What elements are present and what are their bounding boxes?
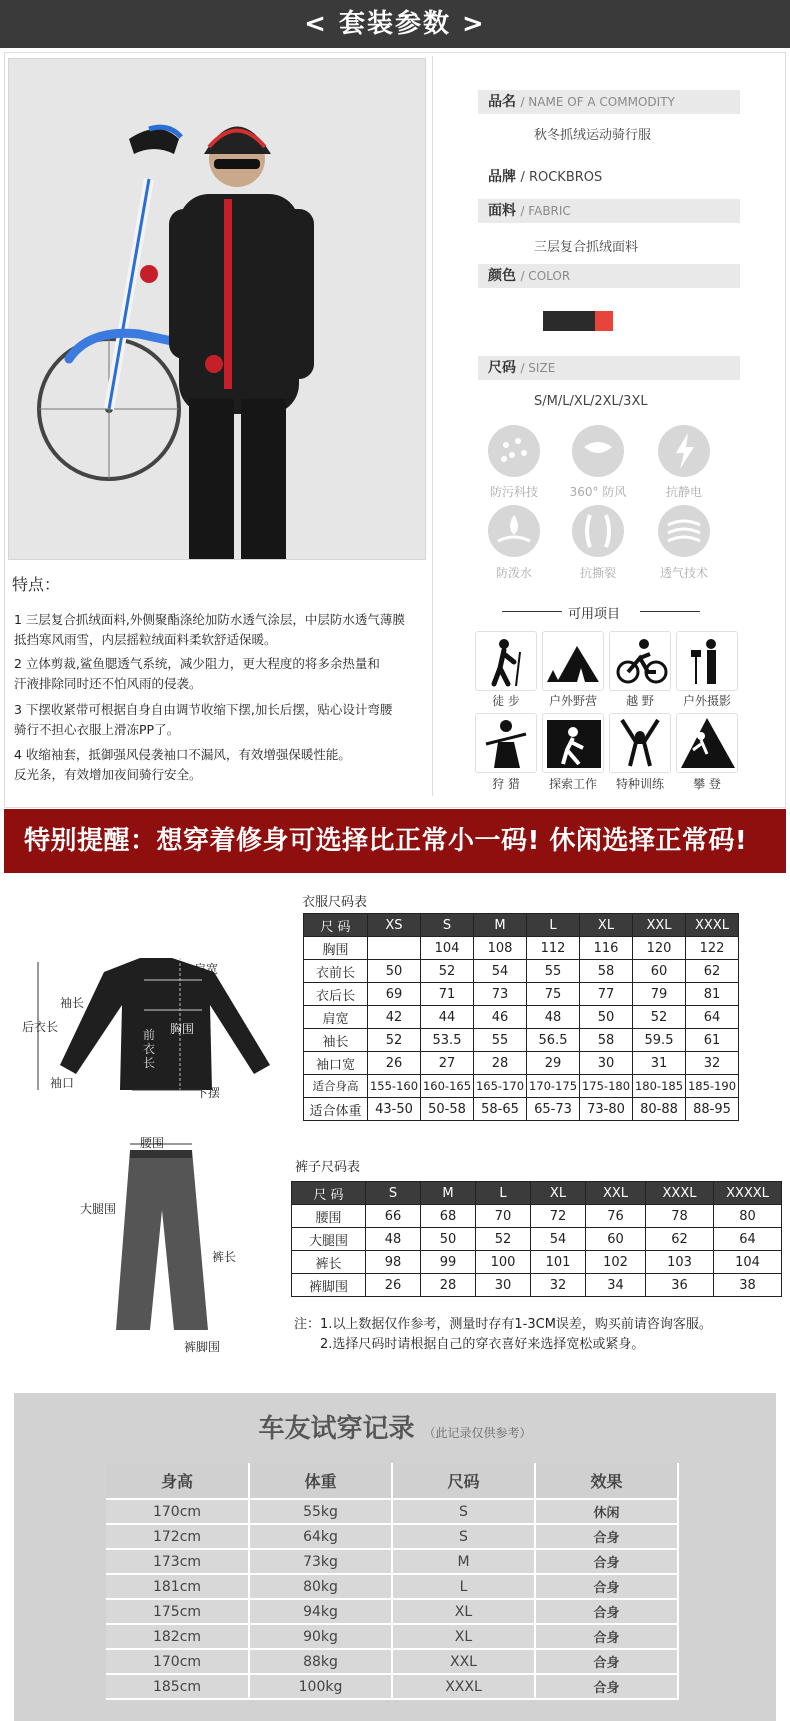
table-cell: 29 (527, 1052, 580, 1075)
tent-icon (542, 631, 604, 691)
table-row (292, 1205, 782, 1228)
spec-color-en: / COLOR (520, 269, 571, 283)
table-cell: 26 (366, 1274, 421, 1297)
table-cell: 30 (476, 1274, 531, 1297)
activities-title: 可用项目 (568, 607, 621, 622)
jacket-label-front: 前衣长 (143, 1028, 156, 1070)
table-cell: 62 (646, 1228, 714, 1251)
table-row (304, 1052, 739, 1075)
color-swatch-red[interactable] (595, 311, 613, 331)
table-cell: 胸围 (304, 937, 368, 960)
table-header-cell: 效果 (535, 1463, 678, 1499)
jacket-label-shoulder: 肩宽 (194, 962, 219, 976)
table-cell: 61 (686, 1029, 739, 1052)
exploring-icon (542, 713, 604, 773)
table-cell: 160-165 (421, 1075, 474, 1098)
table-cell: 170cm (106, 1649, 249, 1674)
table-cell: 120 (633, 937, 686, 960)
table-cell: 58 (580, 1029, 633, 1052)
table-cell: 104 (421, 937, 474, 960)
table-cell: 70 (476, 1205, 531, 1228)
table-cell: 休闲 (535, 1499, 678, 1524)
table-cell: 42 (368, 1006, 421, 1029)
jacket-table-title: 衣服尺码表 (302, 895, 368, 910)
table-row (106, 1524, 678, 1549)
pants-size-table (291, 1181, 782, 1297)
spec-size-label: 尺码 (488, 360, 516, 376)
product-photo (8, 58, 426, 560)
table-cell: XL (392, 1624, 535, 1649)
table-cell: 77 (580, 983, 633, 1006)
table-cell: 28 (474, 1052, 527, 1075)
table-row (304, 1006, 739, 1029)
feature-line-3b: 骑行不担心衣服上滑冻PP了。 (14, 722, 180, 737)
table-row (106, 1574, 678, 1599)
table-cell: 合身 (535, 1624, 678, 1649)
table-cell: 90kg (249, 1624, 392, 1649)
wind-icon (572, 425, 624, 477)
table-cell: 36 (646, 1274, 714, 1297)
feature-label-static: 抗静电 (665, 485, 702, 499)
feature-line-3: 3 下摆收紧带可根据自身自由调节收缩下摆,加长后摆，贴心设计弯腰 (14, 702, 393, 717)
table-cell: 79 (633, 983, 686, 1006)
table-cell: XXXL (392, 1674, 535, 1699)
table-cell: 裤脚围 (292, 1274, 366, 1297)
table-cell: 衣前长 (304, 960, 368, 983)
lightning-icon (658, 425, 710, 477)
table-cell: 99 (421, 1251, 476, 1274)
table-cell: 62 (686, 960, 739, 983)
table-cell: 175cm (106, 1599, 249, 1624)
spec-fabric-bar (478, 199, 740, 223)
table-cell: 适合身高 (304, 1075, 368, 1098)
table-cell: 101 (531, 1251, 586, 1274)
jacket-size-table (303, 913, 739, 1121)
table-row (304, 1098, 739, 1121)
feature-label-splash: 防泼水 (495, 566, 532, 580)
jacket-label-cuff: 袖口 (50, 1076, 75, 1090)
table-cell: 172cm (106, 1524, 249, 1549)
table-cell: 80-88 (633, 1098, 686, 1121)
trial-title (14, 1408, 776, 1445)
activity-label-photo: 户外摄影 (682, 694, 731, 708)
table-cell: 73 (474, 983, 527, 1006)
table-header-row (106, 1463, 678, 1499)
camera-tripod-icon (676, 631, 738, 691)
table-cell: M (392, 1549, 535, 1574)
spec-size-bar (478, 356, 740, 380)
table-row (106, 1499, 678, 1524)
spec-name-en: / NAME OF A COMMODITY (520, 95, 675, 109)
table-cell: 64kg (249, 1524, 392, 1549)
activities-rule-left (502, 611, 562, 612)
feature-line-4b: 反光条，有效增加夜间骑行安全。 (14, 767, 202, 782)
table-cell: 43-50 (368, 1098, 421, 1121)
table-cell: 73kg (249, 1549, 392, 1574)
feature-line-2: 2 立体剪裁,鲨鱼腮透气系统，减少阻力，更大程度的将多余热量和 (14, 656, 380, 671)
activity-label-training: 特种训练 (615, 777, 664, 791)
table-cell: 28 (421, 1274, 476, 1297)
table-cell: XL (392, 1599, 535, 1624)
spec-name-label: 品名 (488, 94, 516, 110)
pants-table-title: 裤子尺码表 (295, 1160, 361, 1175)
table-cell: 裤长 (292, 1251, 366, 1274)
table-cell: 腰围 (292, 1205, 366, 1228)
spec-fabric-label: 面料 (488, 203, 516, 219)
table-row (106, 1624, 678, 1649)
table-cell: 衣后长 (304, 983, 368, 1006)
activity-label-offroad: 越 野 (626, 694, 654, 708)
table-cell: 55 (527, 960, 580, 983)
table-cell: 55kg (249, 1499, 392, 1524)
table-cell: 60 (633, 960, 686, 983)
table-cell: 55 (474, 1029, 527, 1052)
table-row (304, 1075, 739, 1098)
table-cell: 合身 (535, 1524, 678, 1549)
activity-label-explore: 探索工作 (548, 777, 597, 791)
spec-brand-label: 品牌 (488, 169, 516, 185)
table-cell: 54 (531, 1228, 586, 1251)
table-row (106, 1599, 678, 1624)
table-header-cell: XS (368, 914, 421, 937)
table-cell: 182cm (106, 1624, 249, 1649)
pants-diagram (100, 1140, 220, 1340)
table-cell: 58 (580, 960, 633, 983)
table-cell: 185cm (106, 1674, 249, 1699)
table-header-cell: L (476, 1182, 531, 1205)
table-cell: 54 (474, 960, 527, 983)
table-cell: 81 (686, 983, 739, 1006)
table-cell: 100 (476, 1251, 531, 1274)
spec-size-value: S/M/L/XL/2XL/3XL (534, 394, 648, 409)
table-header-cell: S (421, 914, 474, 937)
table-cell: 88kg (249, 1649, 392, 1674)
table-row (106, 1674, 678, 1699)
table-row (292, 1251, 782, 1274)
table-cell: 53.5 (421, 1029, 474, 1052)
jacket-label-sleeve: 袖长 (60, 996, 85, 1010)
rain-drops-icon (488, 425, 540, 477)
spec-brand-row (488, 166, 602, 186)
table-cell: 100kg (249, 1674, 392, 1699)
feature-label-tear: 抗撕裂 (579, 566, 616, 580)
table-row (106, 1649, 678, 1674)
spec-color-bar (478, 264, 740, 288)
table-cell: 73-80 (580, 1098, 633, 1121)
spec-name-bar (478, 90, 740, 114)
table-cell: 48 (527, 1006, 580, 1029)
pants-label-thigh: 大腿围 (80, 1202, 117, 1216)
tear-resistant-icon (572, 505, 624, 557)
table-cell: 32 (686, 1052, 739, 1075)
feature-line-2b: 汗液排除同时还不怕风雨的侵袭。 (14, 676, 202, 691)
table-cell: 72 (531, 1205, 586, 1228)
table-header-cell: XXL (633, 914, 686, 937)
table-cell: 78 (646, 1205, 714, 1228)
table-header-row (292, 1182, 782, 1205)
table-cell: 大腿围 (292, 1228, 366, 1251)
table-header-cell: XXXL (686, 914, 739, 937)
table-header-cell: 尺 码 (304, 914, 368, 937)
table-header-row (304, 914, 739, 937)
feature-label-wind: 360° 防风 (569, 485, 627, 499)
feature-label-breathable: 透气技术 (659, 566, 708, 580)
table-header-cell: XL (531, 1182, 586, 1205)
note-line-1: 注：1.以上数据仅作参考，测量时存有1-3CM误差，购买前请咨询客服。 (294, 1317, 712, 1332)
table-cell: 185-190 (686, 1075, 739, 1098)
table-header-cell: M (421, 1182, 476, 1205)
table-cell: 170cm (106, 1499, 249, 1524)
table-cell: 103 (646, 1251, 714, 1274)
table-cell: 68 (421, 1205, 476, 1228)
table-header-cell: 尺 码 (292, 1182, 366, 1205)
table-cell: 94kg (249, 1599, 392, 1624)
table-cell: 30 (580, 1052, 633, 1075)
table-cell: 56.5 (527, 1029, 580, 1052)
table-cell: 合身 (535, 1599, 678, 1624)
table-cell: 104 (714, 1251, 782, 1274)
features-title: 特点： (12, 575, 61, 594)
table-cell: 52 (633, 1006, 686, 1029)
table-cell: L (392, 1574, 535, 1599)
table-cell: 袖口宽 (304, 1052, 368, 1075)
table-cell: 44 (421, 1006, 474, 1029)
trial-table (106, 1463, 679, 1700)
activity-label-hiking: 徒 步 (492, 694, 520, 708)
table-header-cell: 身高 (106, 1463, 249, 1499)
activity-label-climbing: 攀 登 (693, 777, 721, 791)
table-cell: 75 (527, 983, 580, 1006)
pants-label-waist: 腰围 (140, 1136, 165, 1150)
table-cell: 32 (531, 1274, 586, 1297)
table-cell: 80kg (249, 1574, 392, 1599)
table-cell: 116 (580, 937, 633, 960)
note-line-2: 2.选择尺码时请根据自己的穿衣喜好来选择宽松或紧身。 (320, 1337, 645, 1352)
table-header-cell: S (366, 1182, 421, 1205)
table-cell: S (392, 1524, 535, 1549)
table-cell: 合身 (535, 1574, 678, 1599)
size-reminder-banner: 特别提醒：想穿着修身可选择比正常小一码! 休闲选择正常码! (4, 809, 786, 873)
feature-line-4: 4 收缩袖套，抵御强风侵袭袖口不漏风，有效增强保暖性能。 (14, 747, 351, 762)
section-header: < 套装参数 > (0, 0, 790, 48)
table-header-cell: M (474, 914, 527, 937)
table-row (292, 1274, 782, 1297)
table-cell: 肩宽 (304, 1006, 368, 1029)
table-cell: 60 (586, 1228, 646, 1251)
table-row (304, 1029, 739, 1052)
table-cell: 合身 (535, 1549, 678, 1574)
table-cell: 112 (527, 937, 580, 960)
table-row (106, 1549, 678, 1574)
table-cell: 31 (633, 1052, 686, 1075)
table-cell: 26 (368, 1052, 421, 1075)
table-cell: 80 (714, 1205, 782, 1228)
feature-line-1: 1 三层复合抓绒面料,外侧聚酯涤纶加防水透气涂层，中层防水透气薄膜 (14, 612, 405, 627)
table-cell: 50 (580, 1006, 633, 1029)
cycling-icon (609, 631, 671, 691)
table-header-cell: 体重 (249, 1463, 392, 1499)
activities-rule-right (640, 611, 700, 612)
table-cell (368, 937, 421, 960)
table-cell: 50 (368, 960, 421, 983)
table-cell: 76 (586, 1205, 646, 1228)
hiking-icon (475, 631, 537, 691)
breathable-icon (658, 505, 710, 557)
table-cell: 155-160 (368, 1075, 421, 1098)
table-header-cell: L (527, 914, 580, 937)
table-cell: 袖长 (304, 1029, 368, 1052)
activity-label-hunting: 狩 猎 (492, 777, 520, 791)
table-cell: 71 (421, 983, 474, 1006)
table-cell: 52 (421, 960, 474, 983)
table-cell: XXL (392, 1649, 535, 1674)
table-cell: 50 (421, 1228, 476, 1251)
table-cell: 88-95 (686, 1098, 739, 1121)
climbing-icon (676, 713, 738, 773)
training-icon (609, 713, 671, 773)
table-cell: 合身 (535, 1674, 678, 1699)
table-cell: 165-170 (474, 1075, 527, 1098)
table-cell: 59.5 (633, 1029, 686, 1052)
trial-subtitle: （此记录仅供参考） (423, 1426, 532, 1440)
spec-brand-value: / ROCKBROS (520, 170, 603, 185)
hunting-icon (475, 713, 537, 773)
table-cell: 65-73 (527, 1098, 580, 1121)
vertical-divider (432, 56, 433, 796)
table-cell: 64 (714, 1228, 782, 1251)
table-cell: 170-175 (527, 1075, 580, 1098)
spec-fabric-en: / FABRIC (520, 204, 571, 218)
table-cell: 27 (421, 1052, 474, 1075)
table-cell: 66 (366, 1205, 421, 1228)
table-cell: 52 (368, 1029, 421, 1052)
spec-size-en: / SIZE (520, 361, 556, 375)
pants-label-length: 裤长 (212, 1250, 237, 1264)
table-cell: 98 (366, 1251, 421, 1274)
table-cell: 38 (714, 1274, 782, 1297)
table-header-cell: XXXL (646, 1182, 714, 1205)
activity-label-camping: 户外野营 (548, 694, 597, 708)
table-header-cell: XXXXL (714, 1182, 782, 1205)
table-cell: 34 (586, 1274, 646, 1297)
spec-fabric-value: 三层复合抓绒面料 (534, 240, 639, 255)
pants-label-hem: 裤脚围 (184, 1340, 221, 1354)
table-cell: 122 (686, 937, 739, 960)
spec-color-label: 颜色 (488, 268, 516, 284)
table-cell: 合身 (535, 1649, 678, 1674)
table-row (304, 960, 739, 983)
table-cell: 102 (586, 1251, 646, 1274)
table-cell: 64 (686, 1006, 739, 1029)
trial-title-text: 车友试穿记录 (258, 1414, 415, 1444)
table-cell: 173cm (106, 1549, 249, 1574)
jacket-label-chest: 胸围 (170, 1022, 195, 1036)
table-cell: 58-65 (474, 1098, 527, 1121)
feature-line-1b: 抵挡寒风雨雪，内层摇粒绒面料柔软舒适保暖。 (14, 632, 277, 647)
table-row (304, 983, 739, 1006)
table-cell: 52 (476, 1228, 531, 1251)
feature-label-stain: 防污科技 (489, 485, 538, 499)
table-header-cell: XXL (586, 1182, 646, 1205)
spec-name-value: 秋冬抓绒运动骑行服 (534, 128, 652, 143)
table-cell: 适合体重 (304, 1098, 368, 1121)
table-cell: 180-185 (633, 1075, 686, 1098)
jacket-label-back: 后衣长 (22, 1020, 59, 1034)
table-cell: 108 (474, 937, 527, 960)
table-header-cell: XL (580, 914, 633, 937)
table-cell: S (392, 1499, 535, 1524)
table-cell: 46 (474, 1006, 527, 1029)
table-cell: 48 (366, 1228, 421, 1251)
table-cell: 181cm (106, 1574, 249, 1599)
color-swatch-black[interactable] (543, 311, 595, 331)
table-row (292, 1228, 782, 1251)
water-splash-icon (488, 505, 540, 557)
jacket-label-hem: 下摆 (196, 1086, 221, 1100)
table-cell: 69 (368, 983, 421, 1006)
table-row (304, 937, 739, 960)
table-cell: 50-58 (421, 1098, 474, 1121)
table-cell: 175-180 (580, 1075, 633, 1098)
table-header-cell: 尺码 (392, 1463, 535, 1499)
